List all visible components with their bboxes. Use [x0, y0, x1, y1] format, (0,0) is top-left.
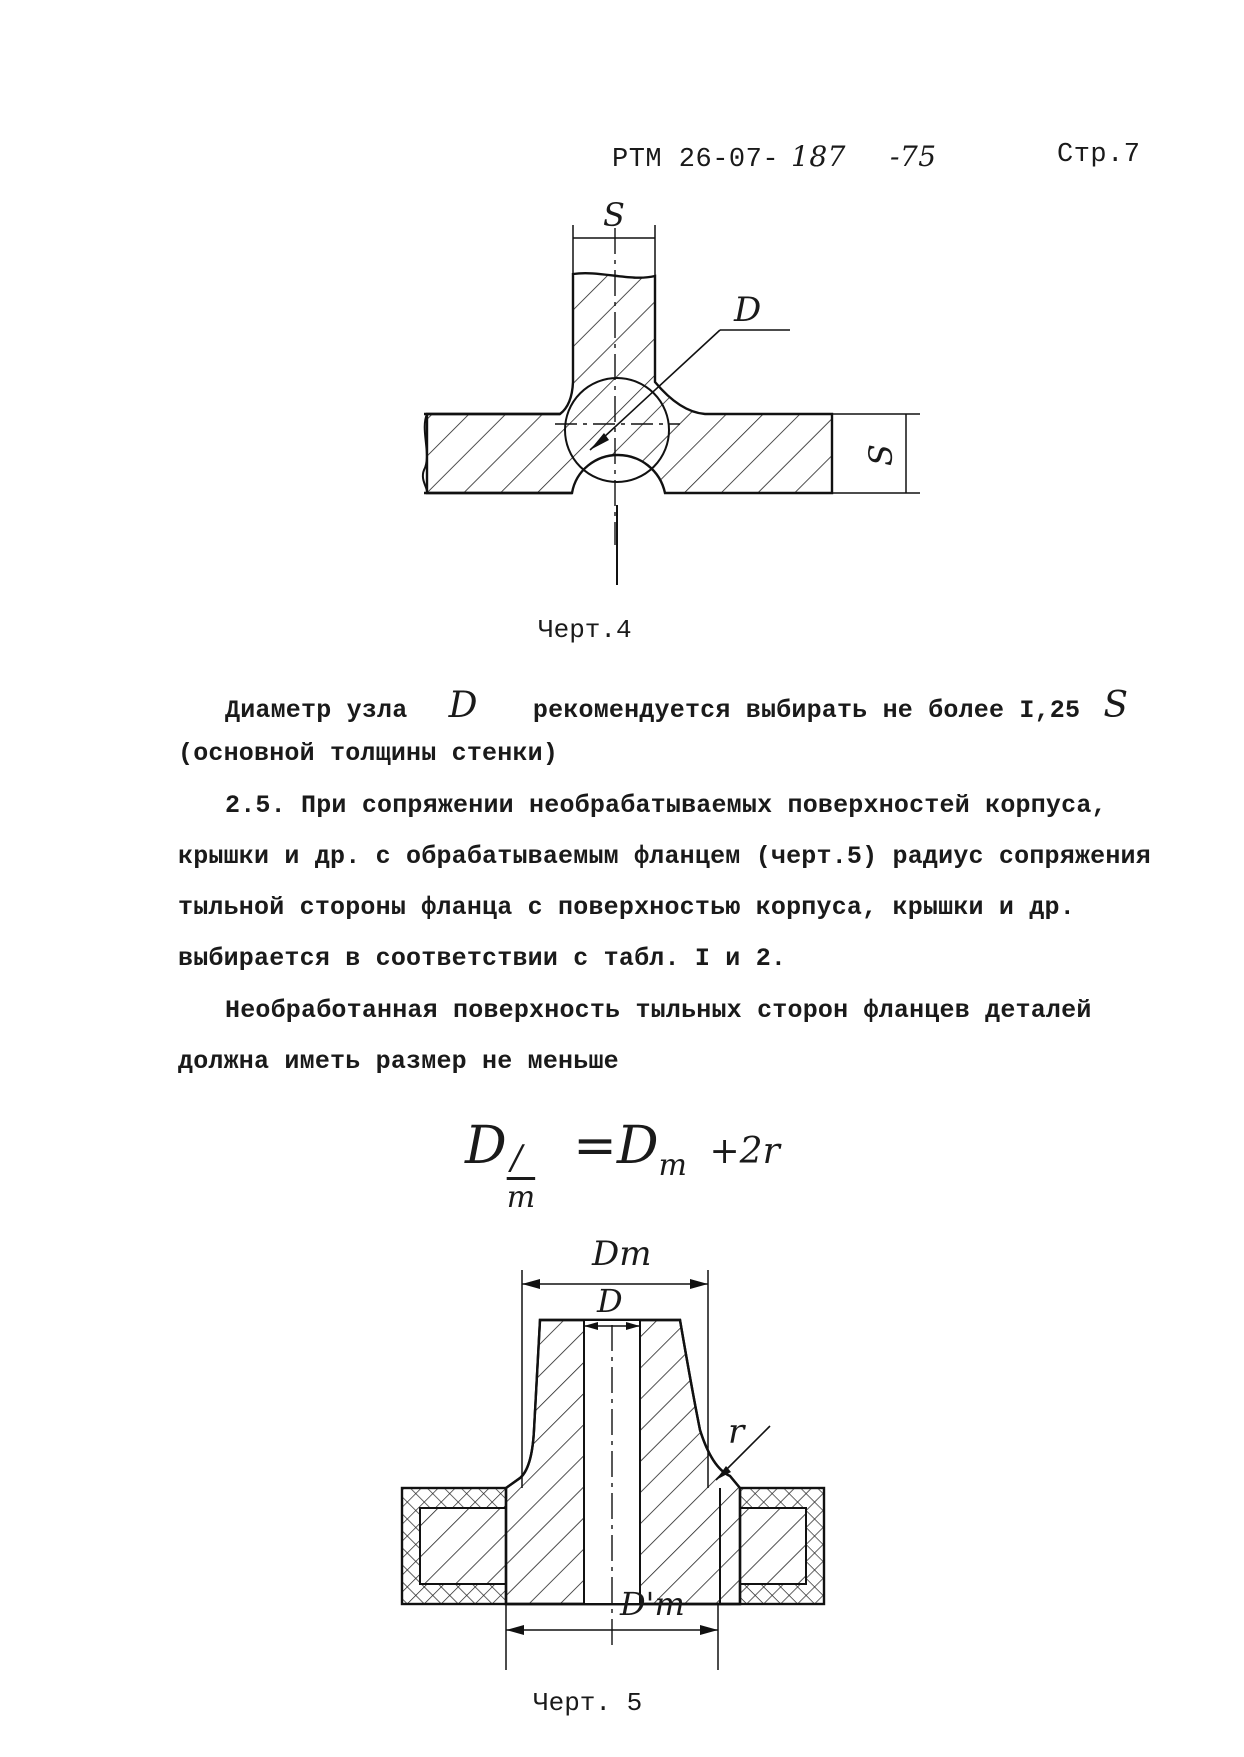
formula-plus-2r: +2r: [709, 1131, 780, 1172]
formula-lhs-sub: $\overline{m}$: [506, 1180, 536, 1215]
symbol-s: S: [1103, 685, 1129, 726]
figure-4: [0, 0, 1244, 620]
figure-5-label-dm-prime: D'm: [620, 1585, 685, 1623]
wall-section: [427, 273, 832, 493]
figure-4-drawing: [0, 0, 1244, 620]
figure-5-label-dm: Dm: [592, 1234, 652, 1274]
paragraph-2-5-line-4: выбирается в соответствии с табл. I и 2.: [178, 944, 787, 973]
page-number: Стр.7: [1057, 140, 1141, 170]
figure-4-label-d: D: [734, 290, 762, 330]
formula-lhs-prime: /: [510, 1138, 523, 1178]
document-code-number: 187: [791, 140, 846, 173]
paragraph-2-5: [178, 780, 1151, 984]
paragraph-3: [178, 985, 1092, 1087]
symbol-d: D: [448, 685, 478, 726]
formula-lhs: D: [465, 1116, 507, 1176]
formula-rhs: D: [616, 1116, 659, 1176]
figure-5-label-d: D: [597, 1282, 623, 1320]
paragraph-3-line-1: Необработанная поверхность тыльных сторон фланцев деталей: [225, 996, 1092, 1025]
figure-5: [0, 1230, 1244, 1670]
document-code-year: -75: [889, 140, 937, 173]
formula-equals: =: [573, 1116, 617, 1176]
figure-5-label-r: r: [728, 1412, 745, 1452]
figure-4-label-s-top: S: [603, 196, 625, 234]
figure-4-label-s-side: S: [861, 444, 900, 466]
paragraph-3-line-2: должна иметь размер не меньше: [178, 1047, 619, 1076]
text-line-2: (основной толщины стенки): [178, 739, 559, 768]
figure-4-caption: Черт.4: [538, 615, 632, 645]
formula: [465, 1116, 780, 1215]
paragraph-2-5-line-1: 2.5. При сопряжении необрабатываемых поверхностей корпуса,: [225, 791, 1107, 820]
paragraph-2-5-line-2: крышки и др. с обрабатываемым фланцем (черт.5) радиус сопряжения: [178, 842, 1151, 871]
figure-5-caption: Черт. 5: [533, 1688, 643, 1718]
paragraph-2-5-line-3: тыльной стороны фланца с поверхностью корпуса, крышки и др.: [178, 893, 1075, 922]
document-code-prefix: РТМ 26-07-: [612, 145, 780, 175]
text-line-1-b: рекомендуется выбирать не более I,25: [532, 696, 1081, 725]
formula-rhs-sub: m: [658, 1148, 687, 1183]
text-line-1-a: Диаметр узла: [225, 696, 408, 725]
